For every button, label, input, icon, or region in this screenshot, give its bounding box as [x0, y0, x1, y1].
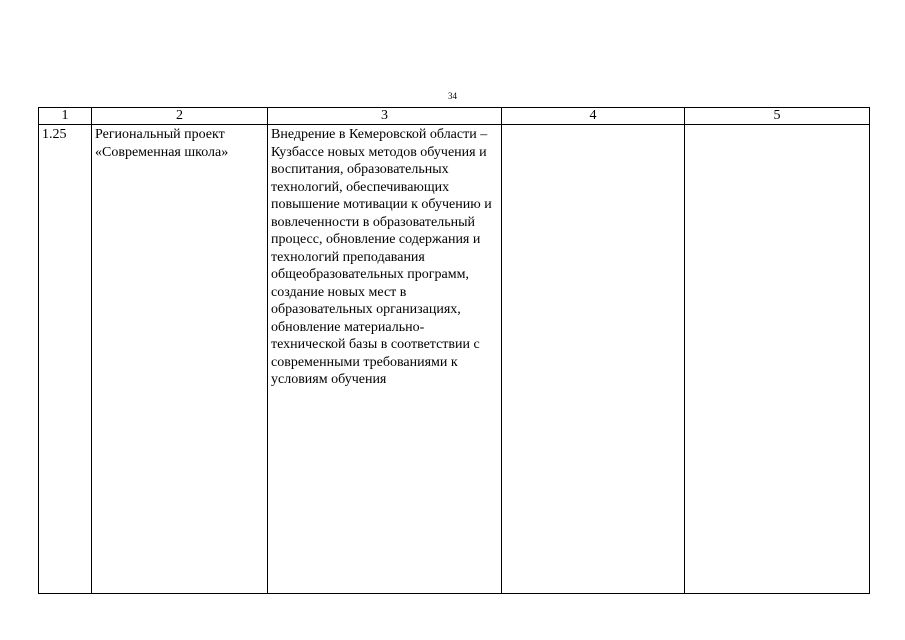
description-cell [268, 125, 502, 594]
project-description: Внедрение в Кемеровской области – Кузбассе новых методов обучения и воспитания, образовательных технологий, обеспечивающих повышение мотивации к обучению и вовлеченности в образовательный процесс, обновление содержания и технологий преподавания общеобразовательных программ, создание новых мест в образовательных организациях, обновление материально-технической базы в соответствии с современными требованиями к условиям обучения [271, 127, 492, 387]
column-header-1: 1 [39, 108, 92, 125]
row-number-cell [39, 125, 92, 594]
page-number: 34 [448, 91, 457, 101]
column-header-4: 4 [502, 108, 685, 125]
table-header-row [39, 108, 870, 125]
project-cell [92, 125, 268, 594]
column-header-3: 3 [268, 108, 502, 125]
row-number: 1.25 [42, 127, 67, 142]
data-table [38, 107, 870, 594]
column-5-cell [685, 125, 870, 594]
column-header-5: 5 [685, 108, 870, 125]
column-header-2: 2 [92, 108, 268, 125]
project-name: Региональный проект «Современная школа» [95, 127, 229, 160]
column-4-cell [502, 125, 685, 594]
table-row [39, 125, 870, 594]
